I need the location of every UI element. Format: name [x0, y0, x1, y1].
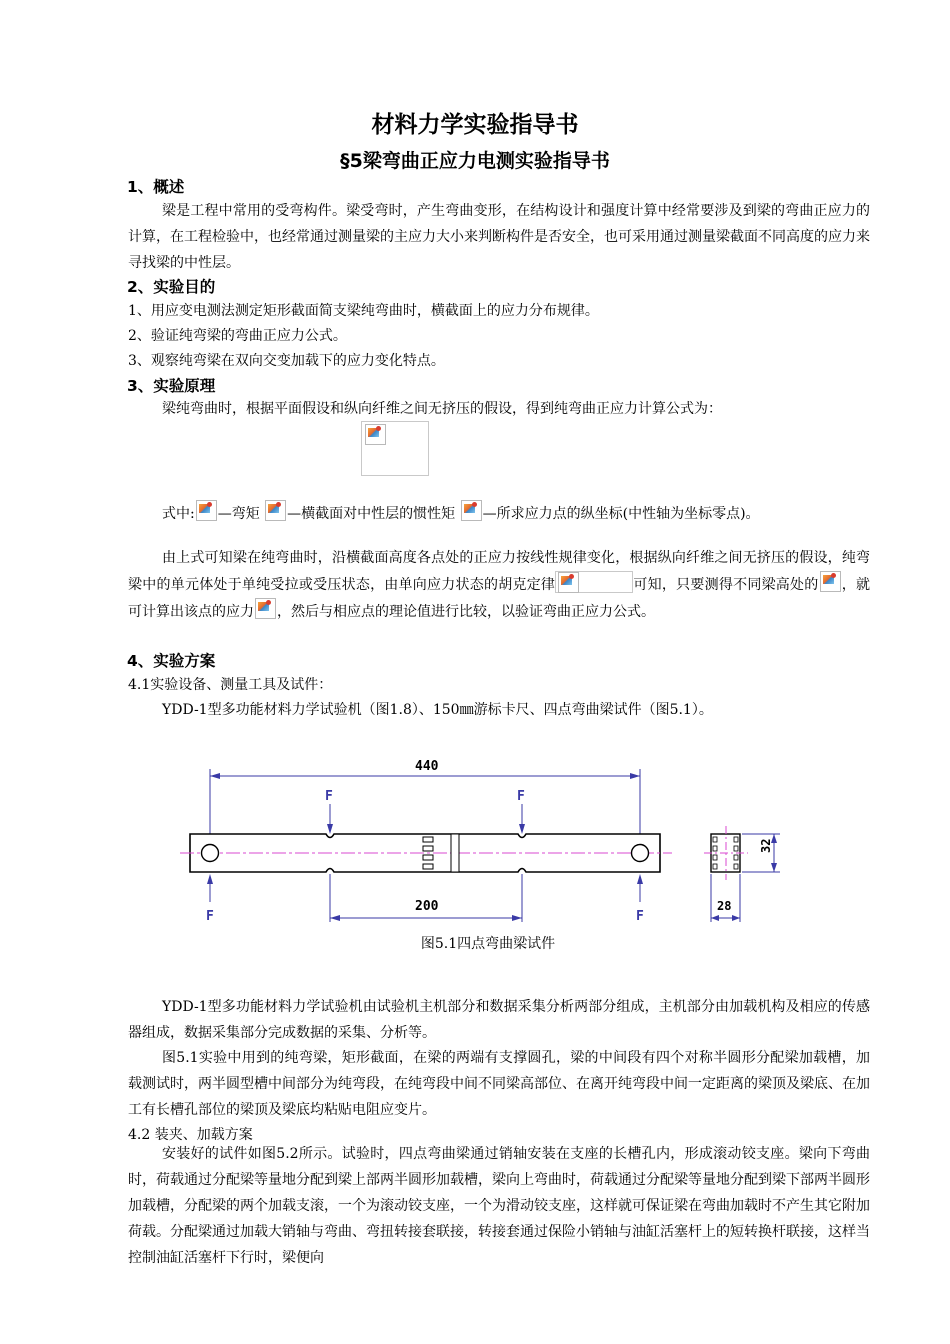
subheading-equipment: 4.1实验设备、测量工具及试件： [128, 677, 333, 693]
heading-principle: 3、实验原理 [127, 377, 216, 395]
document-title: 材料力学实验指导书 [371, 112, 579, 138]
paragraph-overview: 梁是工程中常用的受弯构件。梁受弯时，产生弯曲变形，在结构设计和强度计算中经常要涉及到梁的弯曲正应力的计算，在工程检验中，也经常通过测量梁的主应力大小来判断构件是否安全，也可采用通过测量梁截面不同高度的应力来寻找梁的中性层。 [128, 203, 870, 271]
legend-prefix: 式中: [162, 506, 195, 522]
strain-symbol-image-icon [820, 571, 841, 592]
dim-height-label: 32 [759, 838, 773, 853]
principle-text-a: 由上式可知梁在纯弯曲时，沿横截面高度各点处的正应力按线性规律变化，根据纵向纤维之间无挤压的假设，纯弯梁中的单元体处于单纯受拉或受压状态，由单向应力状态的胡克定律 [128, 550, 870, 593]
legend-moment: —弯矩 [217, 506, 260, 522]
heading-scheme: 4、实验方案 [127, 652, 216, 670]
principle-intro: 梁纯弯曲时，根据平面假设和纵向纤维之间无挤压的假设，得到纯弯曲正应力计算公式为： [162, 401, 722, 417]
heading-purpose: 2、实验目的 [127, 278, 216, 296]
subheading-clamping: 4.2 装夹、加载方案 [128, 1127, 253, 1143]
legend-coordinate: —所求应力点的纵坐标(中性轴为坐标零点)。 [482, 506, 760, 522]
purpose-item-3: 3、观察纯弯梁在双向交变加载下的应力变化特点。 [128, 353, 445, 369]
paragraph-specimen: 图5.1实验中用到的纯弯梁，矩形截面，在梁的两端有支撑圆孔，梁的中间段有四个对称半圆形分配梁加载槽，加载测试时，两半圆型槽中间部分为纯弯段，在纯弯段中间不同梁高部位、在离开纯弯段中间一定距离的梁顶及梁底、在加工有长槽孔部位的梁顶及梁底均粘贴电阻应变片。 [128, 1050, 870, 1118]
paragraph-clamping: 安装好的试件如图5.2所示。试验时，四点弯曲梁通过销轴安装在支座的长槽孔内，形成滚动铰支座。梁向下弯曲时，荷载通过分配梁等量地分配到梁上部两半圆形加载槽，梁向上弯曲时，荷载通过分配梁等量地分配到梁下部两半圆形加载槽，分配梁的两个加载支滚，一个为滚动铰支座，一个为滑动铰支座，这样就可保证梁在弯曲加载时不产生其它附加荷载。分配梁通过加载大销轴与弯曲、弯扭转接套联接，转接套通过保险小销轴与油缸活塞杆上的短转换杆联接，这样当控制油缸活塞杆下行时，梁便向 [128, 1146, 870, 1266]
principle-text-c: ，就可计算出该点的应力 [128, 577, 871, 620]
legend-inertia: —横截面对中性层的惯性矩 [287, 506, 456, 522]
reaction-label-left: F [206, 909, 214, 924]
purpose-item-1: 1、用应变电测法测定矩形截面简支梁纯弯曲时，横截面上的应力分布规律。 [128, 303, 599, 319]
symbol-y-image-icon [461, 500, 482, 521]
principle-text-d: ，然后与相应点的理论值进行比较，以验证弯曲正应力公式。 [277, 604, 655, 620]
section-title: §5梁弯曲正应力电测实验指导书 [340, 150, 610, 172]
paragraph-machine: YDD-1型多功能材料力学试验机由试验机主机部分和数据采集分析两部分组成，主机部分由加载机构及相应的传感器组成，数据采集部分完成数据的采集、分析等。 [128, 999, 870, 1041]
heading-overview: 1、概述 [127, 178, 185, 196]
stress-symbol-image-icon [255, 598, 276, 619]
figure-caption: 图5.1四点弯曲梁试件 [420, 936, 556, 952]
symbol-i-image-icon [265, 500, 286, 521]
dim-span-label: 200 [415, 899, 439, 914]
formula-image [361, 421, 429, 476]
broken-image-icon [558, 572, 579, 593]
hooke-formula-image [555, 571, 633, 593]
beam-drawing [160, 742, 820, 932]
reaction-label-right: F [636, 909, 644, 924]
equipment-line: YDD-1型多功能材料力学试验机（图1.8）、150㎜游标卡尺、四点弯曲梁试件（图5.1）。 [162, 702, 713, 718]
paragraph-principle [128, 545, 870, 625]
broken-image-icon [365, 424, 386, 445]
principle-text-b: 可知，只要测得不同梁高处的 [633, 577, 819, 593]
formula-legend [162, 500, 760, 523]
dim-length-label: 440 [415, 759, 439, 774]
dim-width-label: 28 [717, 899, 732, 913]
load-label-right: F [517, 789, 525, 804]
purpose-item-2: 2、验证纯弯梁的弯曲正应力公式。 [128, 328, 347, 344]
symbol-m-image-icon [196, 500, 217, 521]
load-label-left: F [325, 789, 333, 804]
